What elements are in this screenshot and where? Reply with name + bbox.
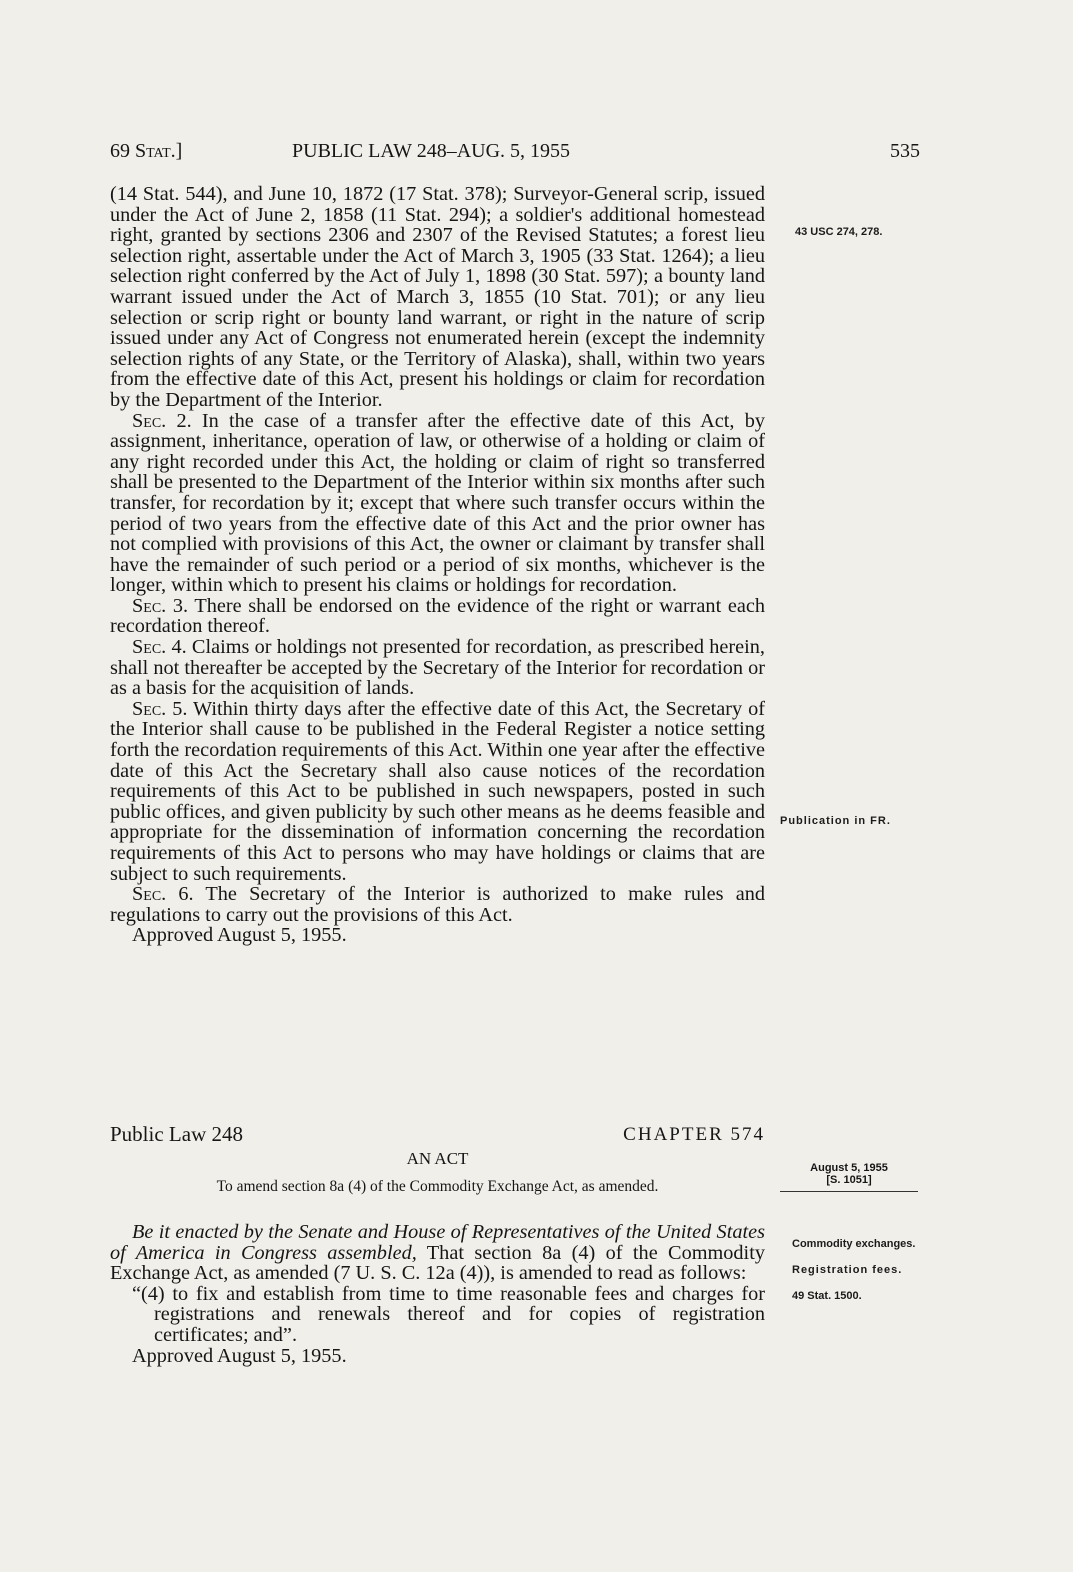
page-number: 535 [890,140,920,162]
section-3 [110,596,765,637]
approval-line: Approved August 5, 1955. [132,924,347,947]
enacting-paragraph [110,1222,765,1284]
section-text: There shall be endorsed on the evidence of the right or warrant each recordation thereof. [110,594,765,638]
page-header [110,140,920,170]
section-text: In the case of a transfer after the effective date of this Act, by assignment, inheritance, operation of law, or otherwise of a holding or claim of any right recorded under this Act, the holding or claim of right so transferred shall be presented to the Department of the Interior within six months after such transfer, for recordation by it; except that where such transfer occurs within the period of two years from the effective date of this Act and the prior owner has not complied with provisions of this Act, the owner or claimant by transfer shall have the remainder of such period or a period of six months, whichever is the longer, within which to present his claims or holdings for recordation. [110,409,765,597]
section-label: Sec. 4. [132,636,187,659]
date-note-bill: [S. 1051] [826,1174,872,1186]
section-text: Claims or holdings not presented for recordation, as prescribed herein, shall not thereafter be accepted by the Secretary of the Interior for recordation or as a basis for the acquisition of lands. [110,636,765,700]
chapter-number: CHAPTER 574 [623,1124,765,1145]
section-label: Sec. 2. [132,409,192,432]
margin-note-publication: Publication in FR. [780,815,891,827]
volume-reference: 69 Stat.] [110,140,183,162]
approval-line-2: Approved August 5, 1955. [132,1344,347,1367]
public-law-heading [110,1122,765,1148]
margin-note-usc: 43 USC 274, 278. [795,226,883,238]
margin-note-stat: 49 Stat. 1500. [792,1290,862,1302]
act-heading: AN ACT [406,1149,469,1168]
public-law-title: Public Law 248 [110,1122,243,1146]
section-text: The Secretary of the Interior is authorized to make rules and regulations to carry out the provisions of this Act. [110,883,765,926]
quoted-amendment: “(4) to fix and establish from time to time reasonable fees and charges for registrations and renewals thereof and for copies of registration certificates; and”. [132,1282,765,1346]
section-4 [110,637,765,699]
date-note-date: August 5, 1955 [810,1162,888,1174]
paragraph-continuation: (14 Stat. 544), and June 10, 1872 (17 Stat. 378); Surveyor-General scrip, issued under the Act of June 2, 1858 (11 Stat. 294); a soldier's additional homestead right, granted by sections 2306 and 2307 of the Revised Statutes; a forest lieu selection right, assertable under the Act of March 3, 1905 (33 Stat. 1264); a lieu selection right conferred by the Act of July 1, 1898 (30 Stat. 597); a bounty land warrant issued under the Act of March 3, 1855 (10 Stat. 701); or any lieu selection or scrip right or bounty land warrant, or right in the nature of scrip issued under any Act of Congress not enumerated herein (except the indemnity selection rights of any State, or the Territory of Alaska), shall, within two years from the effective date of this Act, present his holdings or claim for recordation by the Department of the Interior. [110,183,765,411]
section-text: Within thirty days after the effective date of this Act, the Secretary of the Interior shall cause to be published in the Federal Register a notice setting forth the recordation requirements of this Act. Within one year after the effective date of this Act the Secretary shall also cause notices of the recordation requirements of this Act to be published in such newspapers, posted in such public offices, and given publicity by such other means as he deems feasible and appropriate for the dissemination of information concerning the recordation requirements of this Act to persons who may have holdings or claims that are subject to such requirements. [110,697,765,885]
section-2 [110,411,765,596]
main-text-column [110,184,765,946]
enacting-clause: Be it enacted by the Senate and House of Representatives of the United States of America in Congress assembled, [110,1221,765,1264]
date-margin-note [780,1162,918,1192]
margin-note-commodity: Commodity exchanges. [792,1238,916,1250]
enacting-text: That section 8a (4) of the Commodity Exchange Act, as amended (7 U. S. C. 12a (4)), is amended to read as follows: [110,1241,765,1285]
section-5 [110,699,765,884]
section-label: Sec. 5. [132,697,188,720]
act-purpose: To amend section 8a (4) of the Commodity Exchange Act, as amended. [216,1178,659,1195]
section-label: Sec. 6. [132,883,194,906]
margin-note-registration: Registration fees. [792,1264,903,1276]
section-label: Sec. 3. [132,594,189,617]
section-6 [110,884,765,925]
act-text-column [110,1222,765,1366]
running-head: PUBLIC LAW 248–AUG. 5, 1955 [292,140,571,162]
